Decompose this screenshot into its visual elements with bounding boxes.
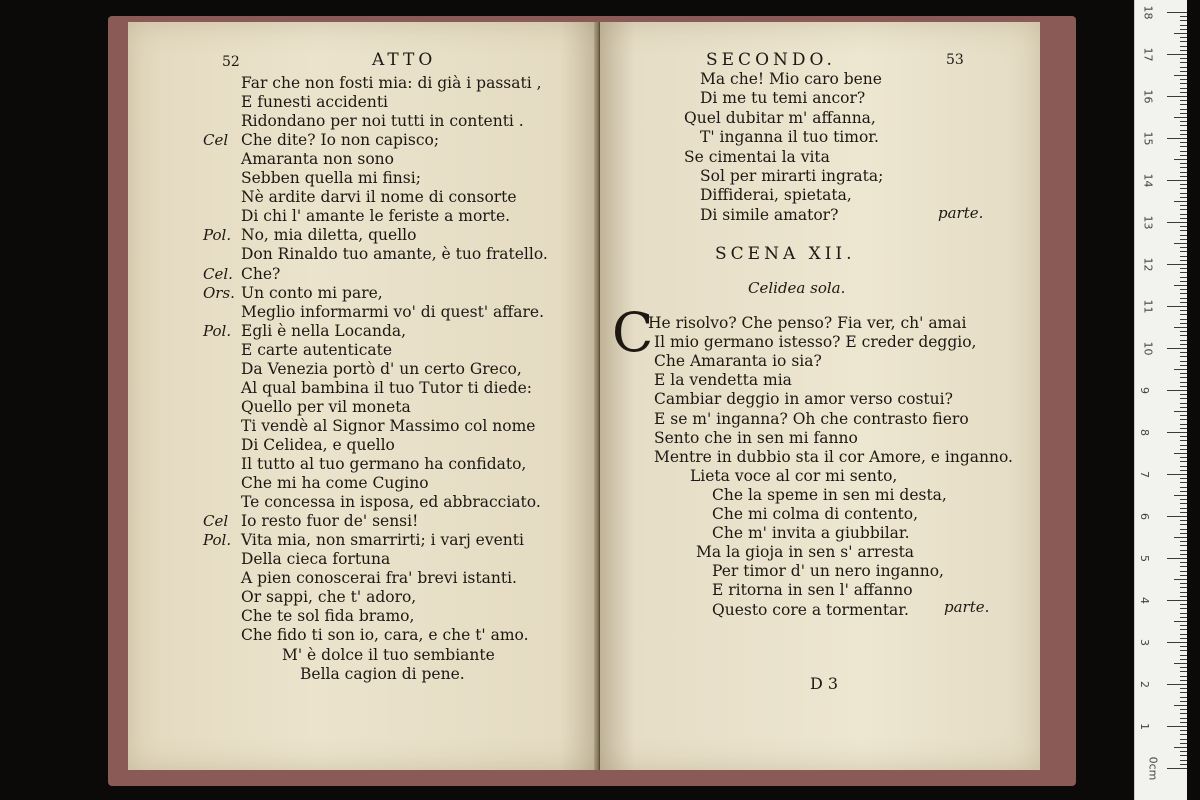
ruler-tick — [1180, 25, 1187, 26]
ruler-tick — [1180, 100, 1187, 101]
verse-line: Quello per vil moneta — [241, 397, 411, 416]
verse-line: Diffiderai, spietata, — [700, 186, 852, 205]
verse-line: E se m' inganna? Oh che contrasto fiero — [654, 409, 969, 428]
verse-line: Amaranta non sono — [241, 150, 394, 169]
ruler-tick — [1174, 453, 1187, 454]
ruler-tick — [1174, 369, 1187, 370]
verse-line: E ritorna in sen l' affanno — [712, 581, 913, 600]
ruler-tick — [1180, 155, 1187, 156]
ruler-tick — [1180, 46, 1187, 47]
ruler-tick — [1180, 755, 1187, 756]
ruler-tick — [1180, 277, 1187, 278]
ruler-tick — [1180, 121, 1187, 122]
verse-line: Di simile amator? — [700, 205, 839, 224]
ruler-tick — [1180, 142, 1187, 143]
ruler-label: 3 — [1138, 639, 1151, 646]
ruler-label: 18 — [1141, 5, 1155, 20]
ruler-tick — [1180, 209, 1187, 210]
ruler-tick — [1180, 365, 1187, 366]
ruler-tick — [1180, 361, 1187, 362]
ruler-tick — [1180, 302, 1187, 303]
speaker-label: Cel. — [203, 264, 233, 283]
ruler-tick — [1174, 663, 1187, 664]
ruler-tick — [1180, 172, 1187, 173]
ruler-tick — [1180, 575, 1187, 576]
ruler-tick — [1180, 583, 1187, 584]
ruler-tick — [1180, 554, 1187, 555]
ruler-tick — [1180, 760, 1187, 761]
measuring-ruler — [1134, 0, 1187, 800]
verse-line: Che te sol fida bramo, — [241, 607, 415, 626]
verse-line: Che Amaranta io sia? — [654, 352, 822, 371]
speaker-label: Pol. — [203, 321, 232, 340]
ruler-tick — [1180, 734, 1187, 735]
ruler-tick — [1180, 646, 1187, 647]
ruler-tick — [1180, 188, 1187, 189]
ruler-tick — [1180, 440, 1187, 441]
ruler-tick — [1180, 491, 1187, 492]
ruler-label: 14 — [1141, 173, 1155, 188]
ruler-tick — [1180, 571, 1187, 572]
ruler-tick — [1180, 58, 1187, 59]
ruler-tick — [1180, 50, 1187, 51]
ruler-tick — [1180, 617, 1187, 618]
ruler-tick — [1180, 461, 1187, 462]
ruler-tick — [1180, 625, 1187, 626]
ruler-tick — [1180, 541, 1187, 542]
ruler-tick — [1180, 205, 1187, 206]
speaker-label: Ors. — [203, 283, 235, 302]
ruler-tick — [1180, 41, 1187, 42]
ruler-tick — [1180, 739, 1187, 740]
verse-line: Da Venezia portò d' un certo Greco, — [241, 359, 522, 378]
ruler-tick — [1180, 214, 1187, 215]
verse-line: Sol per mirarti ingrata; — [700, 167, 884, 185]
ruler-tick — [1180, 293, 1187, 294]
scene-subheading: Celidea sola. — [748, 279, 846, 297]
ruler-tick — [1180, 415, 1187, 416]
ruler-tick — [1180, 566, 1187, 567]
ruler-tick — [1180, 62, 1187, 63]
ruler-tick — [1180, 466, 1187, 467]
ruler-label: 9 — [1138, 387, 1151, 394]
ruler-tick — [1180, 503, 1187, 504]
ruler-tick — [1180, 239, 1187, 240]
exit-note-1: parte. — [938, 204, 984, 222]
verse-line: Che? — [241, 264, 281, 283]
scene-heading: SCENA XII. — [715, 244, 856, 264]
ruler-tick — [1174, 747, 1187, 748]
ruler-tick — [1167, 12, 1187, 13]
ruler-tick — [1180, 167, 1187, 168]
verse-line: Di chi l' amante le feriste a morte. — [241, 207, 511, 226]
ruler-tick — [1180, 109, 1187, 110]
ruler-tick — [1180, 650, 1187, 651]
left-page-number: 52 — [222, 54, 240, 70]
verse-line: Quel dubitar m' affanna, — [684, 108, 876, 127]
ruler-tick — [1180, 667, 1187, 668]
ruler-tick — [1167, 474, 1187, 475]
ruler-tick — [1180, 529, 1187, 530]
speaker-label: Pol. — [203, 226, 232, 245]
ruler-tick — [1180, 130, 1187, 131]
verse-line: Che la speme in sen mi desta, — [712, 485, 947, 504]
ruler-tick — [1174, 537, 1187, 538]
ruler-tick — [1180, 230, 1187, 231]
ruler-tick — [1174, 327, 1187, 328]
ruler-tick — [1180, 151, 1187, 152]
verse-line: Se cimentai la vita — [684, 147, 830, 166]
verse-line: E carte autenticate — [241, 340, 393, 359]
verse-line: Or sappi, che t' adoro, — [241, 588, 417, 607]
ruler-tick — [1174, 33, 1187, 34]
ruler-tick — [1180, 37, 1187, 38]
verse-line: Al qual bambina il tuo Tutor ti diede: — [241, 378, 533, 397]
speaker-label: Cel — [203, 131, 229, 150]
verse-line: Mentre in dubbio sta il cor Amore, e inganno. — [654, 447, 1013, 466]
ruler-tick — [1180, 272, 1187, 273]
ruler-tick — [1180, 596, 1187, 597]
verse-line: Ridondano per noi tutti in contenti . — [241, 112, 524, 131]
ruler-tick — [1180, 722, 1187, 723]
ruler-label: 16 — [1141, 89, 1155, 104]
ruler-tick — [1167, 600, 1187, 601]
verse-line: Nè ardite darvi il nome di consorte — [241, 188, 517, 207]
ruler-tick — [1180, 134, 1187, 135]
verse-line: No, mia diletta, quello — [241, 226, 417, 245]
ruler-tick — [1180, 146, 1187, 147]
ruler-tick — [1180, 386, 1187, 387]
ruler-tick — [1180, 671, 1187, 672]
verse-line: Ti vendè al Signor Massimo col nome — [241, 416, 536, 435]
ruler-tick — [1180, 508, 1187, 509]
verse-line: Bella cagion di pene. — [300, 664, 465, 683]
ruler-label: 1 — [1138, 723, 1151, 730]
ruler-tick — [1180, 676, 1187, 677]
ruler-label: 12 — [1141, 257, 1155, 272]
ruler-tick — [1180, 478, 1187, 479]
ruler-tick — [1180, 71, 1187, 72]
ruler-tick — [1180, 310, 1187, 311]
verse-line: Il tutto al tuo germano ha confidato, — [241, 455, 527, 473]
verse-line: Che fido ti son io, cara, e che t' amo. — [241, 626, 529, 645]
verse-line: Vita mia, non smarrirti; i varj eventi — [241, 531, 524, 550]
ruler-tick — [1180, 226, 1187, 227]
ruler-label: 17 — [1141, 47, 1155, 62]
ruler-tick — [1167, 642, 1187, 643]
ruler-tick — [1180, 314, 1187, 315]
verse-line: Questo core a tormentar. — [712, 600, 909, 619]
ruler-tick — [1180, 92, 1187, 93]
verse-line: Meglio informarmi vo' di quest' affare. — [241, 302, 545, 321]
ruler-tick — [1180, 125, 1187, 126]
ruler-tick — [1167, 222, 1187, 223]
exit-note-2: parte. — [944, 598, 990, 616]
ruler-tick — [1180, 104, 1187, 105]
ruler-tick — [1180, 482, 1187, 483]
ruler-tick — [1180, 449, 1187, 450]
ruler-tick — [1167, 264, 1187, 265]
ruler-label: 6 — [1138, 513, 1151, 520]
ruler-tick — [1167, 768, 1187, 769]
ruler-tick — [1180, 193, 1187, 194]
ruler-tick — [1180, 344, 1187, 345]
ruler-tick — [1180, 260, 1187, 261]
ruler-tick — [1180, 235, 1187, 236]
ruler-label: 5 — [1138, 555, 1151, 562]
ruler-tick — [1180, 751, 1187, 752]
ruler-tick — [1180, 550, 1187, 551]
verse-line: Di Celidea, e quello — [241, 435, 395, 454]
ruler-tick — [1180, 323, 1187, 324]
ruler-tick — [1180, 613, 1187, 614]
ruler-tick — [1167, 96, 1187, 97]
ruler-tick — [1180, 247, 1187, 248]
ruler-tick — [1180, 512, 1187, 513]
ruler-tick — [1174, 201, 1187, 202]
ruler-tick — [1180, 592, 1187, 593]
verse-line: E la vendetta mia — [654, 371, 792, 390]
ruler-tick — [1167, 348, 1187, 349]
ruler-tick — [1180, 373, 1187, 374]
ruler-tick — [1180, 604, 1187, 605]
verse-line: Della cieca fortuna — [241, 550, 391, 569]
right-page-number: 53 — [946, 52, 964, 68]
verse-line: Di me tu temi ancor? — [700, 89, 866, 108]
ruler-tick — [1174, 243, 1187, 244]
verse-line: He risolvo? Che penso? Fia ver, ch' amai — [648, 314, 967, 332]
ruler-tick — [1180, 655, 1187, 656]
ruler-tick — [1180, 457, 1187, 458]
ruler-label: 10 — [1141, 341, 1155, 356]
ruler-tick — [1180, 251, 1187, 252]
ruler-tick — [1167, 684, 1187, 685]
ruler-label: 7 — [1138, 471, 1151, 478]
ruler-tick — [1180, 88, 1187, 89]
ruler-tick — [1180, 298, 1187, 299]
ruler-tick — [1180, 289, 1187, 290]
verse-line: Sento che in sen mi fanno — [654, 428, 858, 447]
ruler-tick — [1180, 184, 1187, 185]
ruler-tick — [1180, 256, 1187, 257]
verse-line: Cambiar deggio in amor verso costui? — [654, 390, 953, 409]
signature-mark: D 3 — [810, 674, 839, 693]
ruler-tick — [1180, 20, 1187, 21]
ruler-tick — [1180, 743, 1187, 744]
ruler-tick — [1180, 319, 1187, 320]
ruler-tick — [1180, 419, 1187, 420]
verse-line: Per timor d' un nero inganno, — [712, 562, 944, 581]
ruler-tick — [1180, 709, 1187, 710]
verse-line: Che mi colma di contento, — [712, 505, 919, 523]
ruler-label: 8 — [1138, 429, 1151, 436]
right-running-head: SECONDO. — [706, 50, 836, 70]
ruler-tick — [1167, 726, 1187, 727]
ruler-tick — [1180, 638, 1187, 639]
verse-line: T' inganna il tuo timor. — [700, 128, 879, 147]
ruler-tick — [1180, 608, 1187, 609]
verse-line: Sebben quella mi finsi; — [241, 169, 421, 188]
ruler-tick — [1180, 730, 1187, 731]
ruler-tick — [1180, 428, 1187, 429]
ruler-tick — [1180, 394, 1187, 395]
ruler-tick — [1180, 16, 1187, 17]
verse-line: Il mio germano istesso? E creder deggio, — [654, 333, 977, 352]
ruler-tick — [1180, 83, 1187, 84]
ruler-tick — [1180, 533, 1187, 534]
ruler-tick — [1167, 558, 1187, 559]
ruler-tick — [1180, 688, 1187, 689]
ruler-label: 2 — [1138, 681, 1151, 688]
ruler-tick — [1180, 340, 1187, 341]
ruler-tick — [1180, 697, 1187, 698]
verse-line: Don Rinaldo tuo amante, è tuo fratello. — [241, 245, 548, 264]
ruler-tick — [1174, 705, 1187, 706]
ruler-tick — [1180, 713, 1187, 714]
ruler-tick — [1180, 67, 1187, 68]
ruler-tick — [1167, 306, 1187, 307]
ruler-tick — [1180, 424, 1187, 425]
ruler-tick — [1180, 352, 1187, 353]
ruler-tick — [1180, 377, 1187, 378]
ruler-tick — [1180, 634, 1187, 635]
left-running-head: ATTO — [372, 50, 437, 70]
speaker-label: Pol. — [203, 531, 232, 550]
ruler-tick — [1180, 629, 1187, 630]
ruler-tick — [1174, 75, 1187, 76]
ruler-tick — [1180, 331, 1187, 332]
ruler-label: 13 — [1141, 215, 1155, 230]
verse-line: Egli è nella Locanda, — [241, 321, 407, 340]
ruler-tick — [1180, 487, 1187, 488]
ruler-tick — [1167, 54, 1187, 55]
ruler-tick — [1180, 176, 1187, 177]
ruler-tick — [1180, 499, 1187, 500]
ruler-tick — [1174, 159, 1187, 160]
ruler-tick — [1180, 163, 1187, 164]
ruler-tick — [1167, 516, 1187, 517]
ruler-tick — [1180, 29, 1187, 30]
ruler-tick — [1174, 411, 1187, 412]
verse-line: Far che non fosti mia: di già i passati , — [241, 74, 542, 92]
verse-line: Te concessa in isposa, ed abbracciato. — [241, 493, 541, 512]
ruler-tick — [1180, 470, 1187, 471]
ruler-tick — [1180, 445, 1187, 446]
ruler-tick — [1180, 436, 1187, 437]
ruler-tick — [1180, 692, 1187, 693]
ruler-tick — [1167, 138, 1187, 139]
ruler-tick — [1180, 718, 1187, 719]
ruler-tick — [1180, 113, 1187, 114]
verse-line: E funesti accidenti — [241, 93, 389, 112]
ruler-tick — [1174, 579, 1187, 580]
ruler-tick — [1180, 524, 1187, 525]
ruler-tick — [1167, 432, 1187, 433]
ruler-tick — [1174, 495, 1187, 496]
ruler-tick — [1180, 398, 1187, 399]
ruler-tick — [1180, 79, 1187, 80]
ruler-tick — [1180, 545, 1187, 546]
verse-line: Che mi ha come Cugino — [241, 474, 429, 493]
ruler-tick — [1180, 659, 1187, 660]
verse-line: Che dite? Io non capisco; — [241, 131, 440, 150]
ruler-tick — [1174, 285, 1187, 286]
verse-line: Un conto mi pare, — [241, 283, 383, 302]
ruler-tick — [1180, 268, 1187, 269]
ruler-tick — [1180, 701, 1187, 702]
verse-line: Lieta voce al cor mi sento, — [690, 466, 898, 485]
ruler-tick — [1180, 197, 1187, 198]
ruler-tick — [1180, 680, 1187, 681]
ruler-tick — [1174, 117, 1187, 118]
ruler-tick — [1180, 764, 1187, 765]
ruler-tick — [1180, 407, 1187, 408]
verse-line: A pien conoscerai fra' brevi istanti. — [241, 569, 517, 588]
ruler-label: 4 — [1138, 597, 1151, 604]
ruler-tick — [1180, 562, 1187, 563]
verse-line: Io resto fuor de' sensi! — [241, 512, 419, 531]
ruler-tick — [1174, 621, 1187, 622]
ruler-tick — [1180, 356, 1187, 357]
ruler-label: 11 — [1141, 299, 1155, 314]
ruler-tick — [1167, 180, 1187, 181]
verse-line: Ma la gioja in sen s' arresta — [696, 543, 915, 562]
ruler-tick — [1180, 218, 1187, 219]
ruler-label: 15 — [1141, 131, 1155, 146]
verse-line: Ma che! Mio caro bene — [700, 70, 882, 88]
ruler-tick — [1180, 403, 1187, 404]
verse-line: M' è dolce il tuo sembiante — [282, 645, 495, 664]
ruler-tick — [1180, 382, 1187, 383]
ruler-tick — [1180, 587, 1187, 588]
drop-cap: C — [612, 301, 654, 364]
ruler-tick — [1180, 281, 1187, 282]
ruler-label: 0cm — [1146, 756, 1160, 781]
ruler-tick — [1180, 520, 1187, 521]
verse-line: Che m' invita a giubbilar. — [712, 524, 910, 543]
ruler-tick — [1167, 390, 1187, 391]
speaker-label: Cel — [203, 512, 229, 531]
ruler-tick — [1180, 335, 1187, 336]
